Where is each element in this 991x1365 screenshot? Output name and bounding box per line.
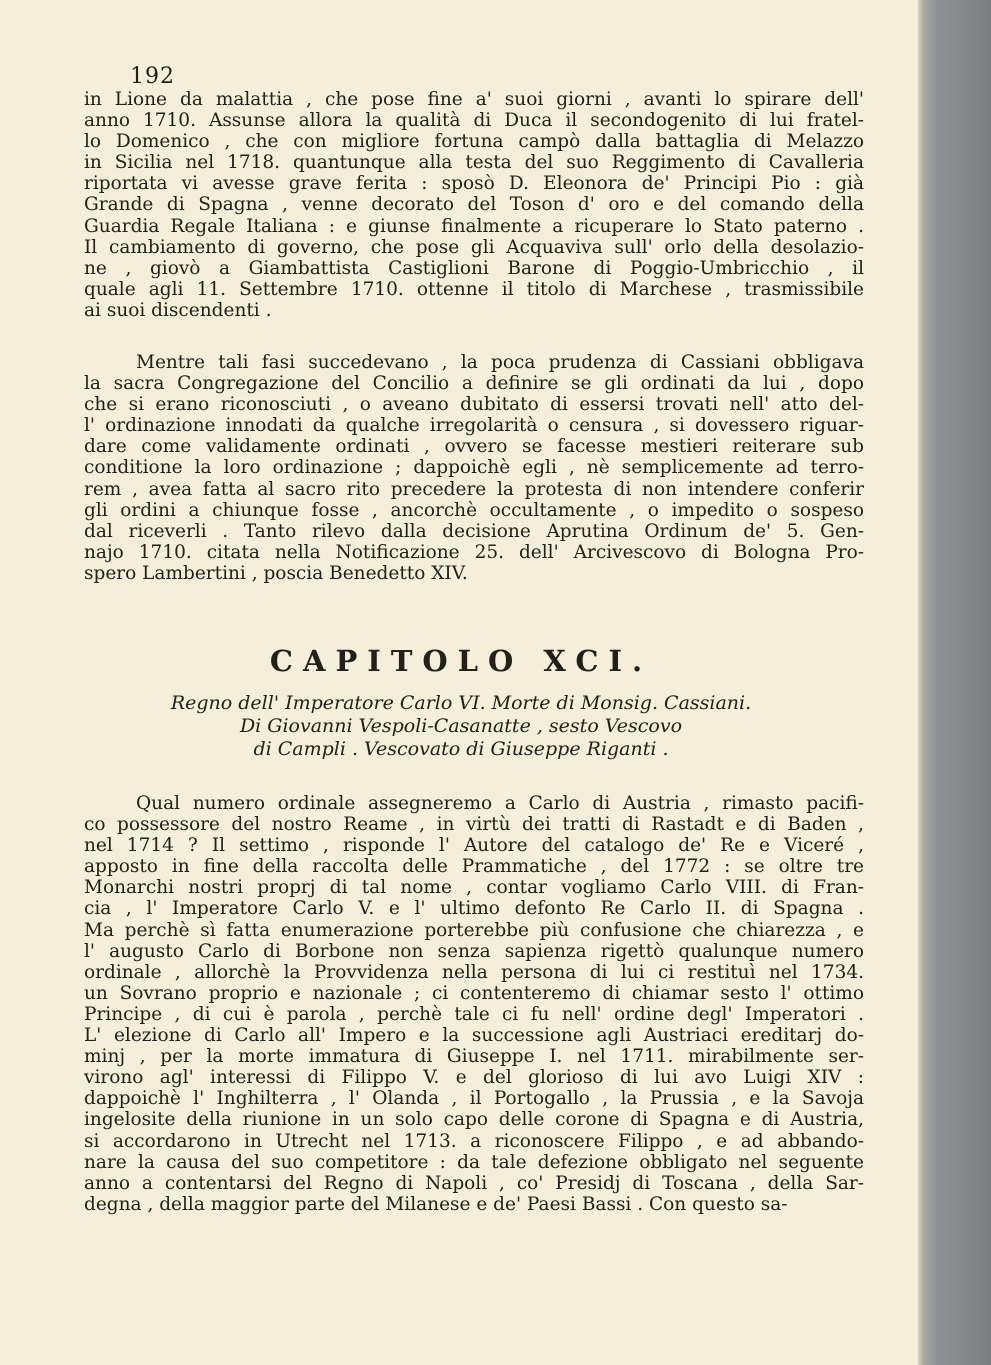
paragraph-2 — [84, 352, 864, 584]
text-line: Qual numero ordinale assegneremo a Carlo di Austria , rimasto pacifi- — [136, 793, 864, 814]
text-line: dare come validamente ordinati , ovvero se facesse mestieri reiterare sub — [84, 436, 864, 458]
text-line: ne , giovò a Giambattista Castiglioni Barone di Poggio-Umbricchio , il — [84, 257, 864, 279]
paragraph-3 — [84, 793, 864, 1215]
text-line: nel 1714 ? Il settimo , risponde l' Autore del catalogo de' Re e Viceré , — [84, 835, 864, 857]
text-line: virono agl' interessi di Filippo V. e del glorioso di lui avo Luigi XIV : — [84, 1067, 864, 1089]
text-line: Principe , di cui è parola , perchè tale ci fu nell' ordine degl' Imperatori . — [84, 1003, 864, 1025]
chapter-title: CAPITOLO XCI. — [269, 644, 653, 678]
text-line: ai suoi discendenti . — [84, 299, 272, 321]
chapter-subtitle — [0, 692, 922, 761]
text-line: riportata vi avesse grave ferita : sposò D. Eleonora de' Principi Pio : già — [84, 173, 864, 195]
paragraph-1 — [84, 89, 864, 321]
text-line: Guardia Regale Italiana : e giunse finalmente a ricuperare lo Stato paterno . — [84, 215, 864, 237]
text-line: in Sicilia nel 1718. quantunque alla testa del suo Reggimento di Cavalleria — [84, 152, 864, 174]
text-line: che si erano riconosciuti , o aveano dubitato di essersi trovati nell' atto del- — [84, 394, 864, 416]
text-line: minj , per la morte immatura di Giuseppe I. nel 1711. mirabilmente ser- — [84, 1046, 864, 1068]
subtitle-line: di Campli . Vescovato di Giuseppe Riganti . — [253, 738, 669, 760]
text-line: Mentre tali fasi succedevano , la poca prudenza di Cassiani obbligava — [136, 352, 864, 373]
text-line: spero Lambertini , poscia Benedetto XIV. — [84, 562, 468, 584]
text-line: apposto in fine della raccolta delle Prammatiche , del 1772 : se oltre tre — [84, 856, 864, 878]
text-line: gli ordini a chiunque fosse , ancorchè occultamente , o impedito o sospeso — [84, 499, 864, 521]
text-line: L' elezione di Carlo all' Impero e la successione agli Austriaci ereditarj do- — [84, 1025, 864, 1047]
text-line: cia , l' Imperatore Carlo V. e l' ultimo defonto Re Carlo II. di Spagna . — [84, 898, 864, 920]
text-line: nare la causa del suo competitore : da tale defezione obbligato nel seguente — [84, 1151, 864, 1173]
text-line: rem , avea fatta al sacro rito precedere la protesta di non intendere conferir — [84, 478, 864, 500]
text-line: un Sovrano proprio e nazionale ; ci contenteremo di chiamar sesto l' ottimo — [84, 982, 864, 1004]
text-line: la sacra Congregazione del Concilio a definire se gli ordinati da lui , dopo — [84, 373, 864, 395]
text-line: dal riceverli . Tanto rilevo dalla decisione Aprutina Ordinum de' 5. Gen- — [84, 520, 864, 542]
text-line: anno a contentarsi del Regno di Napoli , co' Presidj di Toscana , della Sar- — [84, 1172, 864, 1194]
page-number: 192 — [130, 64, 175, 89]
text-line: conditione la loro ordinazione ; dappoichè egli , nè semplicemente ad terro- — [84, 457, 864, 479]
text-line: Grande di Spagna , venne decorato del Toson d' oro e del comando della — [84, 194, 864, 216]
text-line: Monarchi nostri proprj di tal nome , contar vogliamo Carlo VIII. di Fran- — [84, 877, 864, 899]
text-line: anno 1710. Assunse allora la qualità di Duca il secondogenito di lui fratel- — [84, 110, 864, 132]
subtitle-line: Regno dell' Imperatore Carlo VI. Morte di Monsig. Cassiani. — [170, 692, 752, 714]
text-line: lo Domenico , che con migliore fortuna campò dalla battaglia di Melazzo — [84, 131, 864, 153]
text-line: najo 1710. citata nella Notificazione 25. dell' Arcivescovo di Bologna Pro- — [84, 541, 864, 563]
text-line: degna , della maggior parte del Milanese e de' Paesi Bassi . Con questo sa- — [84, 1193, 788, 1215]
page-edge — [918, 0, 991, 1365]
text-line: l' augusto Carlo di Borbone non senza sapienza rigettò qualunque numero — [84, 940, 864, 962]
text-line: l' ordinazione innodati da qualche irregolarità o censura , si dovessero riguar- — [84, 415, 864, 437]
text-line: Il cambiamento di governo, che pose gli Acquaviva sull' orlo della desolazio- — [84, 236, 864, 258]
text-line: co possessore del nostro Reame , in virtù dei tratti di Rastadt e di Baden , — [84, 814, 864, 836]
text-line: dappoichè l' Inghilterra , l' Olanda , il Portogallo , la Prussia , e la Savoja — [84, 1088, 864, 1110]
text-line: quale agli 11. Settembre 1710. ottenne il titolo di Marchese , trasmissibile — [84, 278, 864, 300]
text-line: ingelosite della riunione in un solo capo delle corone di Spagna e di Austria, — [84, 1109, 864, 1131]
text-line: si accordarono in Utrecht nel 1713. a riconoscere Filippo , e ad abbando- — [84, 1130, 864, 1152]
text-line: Ma perchè sì fatta enumerazione porterebbe più confusione che chiarezza , e — [84, 919, 864, 941]
text-line: in Lione da malattia , che pose fine a' suoi giorni , avanti lo spirare dell' — [84, 89, 864, 110]
subtitle-line: Di Giovanni Vespoli-Casanatte , sesto Vescovo — [239, 715, 683, 737]
text-line: ordinale , allorchè la Provvidenza nella persona di lui ci restituì nel 1734. — [84, 961, 864, 983]
